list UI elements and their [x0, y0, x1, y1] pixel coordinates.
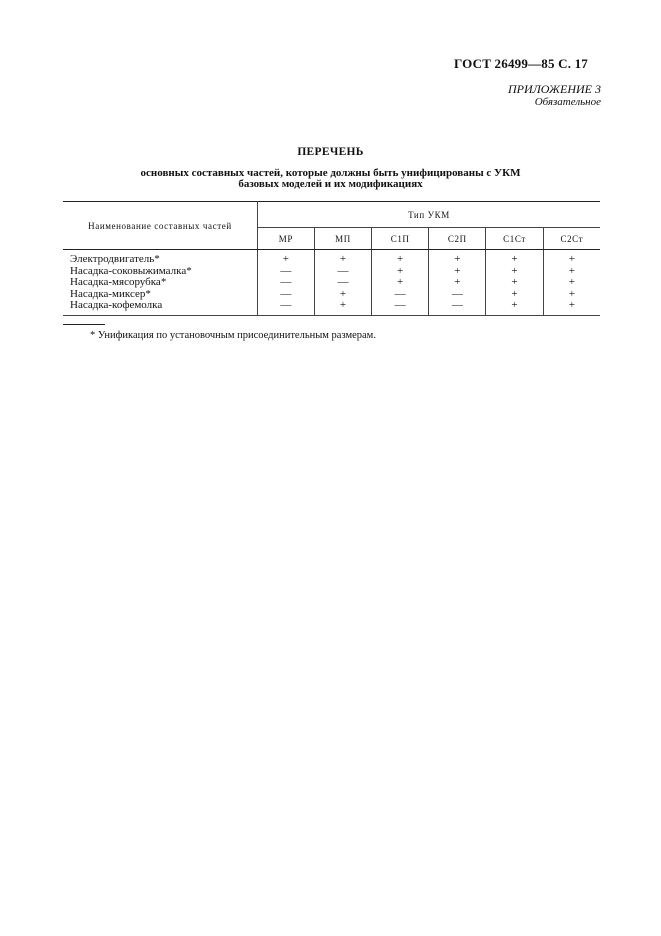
- component-name: Электродвигатель*: [63, 250, 257, 266]
- compat-mark: —: [314, 266, 371, 278]
- compat-mark: +: [314, 250, 371, 266]
- compat-mark: —: [429, 289, 486, 301]
- appendix-block: [508, 83, 601, 109]
- compat-mark: +: [486, 250, 543, 266]
- column-header: МП: [314, 228, 371, 250]
- footnote: * Унификация по установочным присоединительным размерам.: [90, 330, 376, 341]
- component-name: Насадка-мясорубка*: [63, 277, 257, 289]
- compat-mark: +: [486, 266, 543, 278]
- compat-mark: +: [486, 277, 543, 289]
- table-row: [63, 300, 600, 315]
- compat-mark: +: [568, 276, 575, 288]
- column-header: МР: [257, 228, 314, 250]
- component-name: Насадка-кофемолка: [63, 300, 257, 315]
- appendix-status: Обязательное: [534, 96, 601, 108]
- table-head: [63, 202, 600, 250]
- subtitle-line-2: базовых моделей и их модификациях: [238, 178, 423, 190]
- compat-mark: +: [314, 289, 371, 301]
- document-subtitle: [0, 168, 661, 190]
- document-title: ПЕРЕЧЕНЬ: [297, 146, 364, 158]
- table-row: [63, 250, 600, 266]
- compat-mark: +: [429, 250, 486, 266]
- ukm-type-header: Тип УКМ: [257, 202, 600, 228]
- compat-mark: +: [486, 300, 543, 315]
- compat-mark: +: [429, 266, 486, 278]
- components-table: [63, 201, 600, 316]
- compat-mark: —: [257, 277, 314, 289]
- compat-mark: +: [372, 277, 429, 289]
- component-name: Насадка-миксер*: [63, 289, 257, 301]
- table-body: [63, 250, 600, 316]
- compat-mark: +: [372, 266, 429, 278]
- compat-mark: —: [257, 289, 314, 301]
- compat-mark: +: [314, 300, 371, 315]
- column-header: С2Ст: [543, 228, 600, 250]
- column-header: С1П: [372, 228, 429, 250]
- subtitle-line-1: основных составных частей, которые должны быть унифицированы с УКМ: [140, 167, 521, 179]
- compat-mark: —: [257, 266, 314, 278]
- compat-mark: —: [372, 289, 429, 301]
- compat-mark: —: [257, 300, 314, 315]
- compat-mark: +: [429, 277, 486, 289]
- footnote-divider: [63, 324, 105, 325]
- column-header: С2П: [429, 228, 486, 250]
- table-row: [63, 277, 600, 289]
- components-table-wrap: [63, 201, 600, 316]
- compat-mark: +: [543, 300, 600, 315]
- compat-mark: —: [314, 277, 371, 289]
- column-header: С1Ст: [486, 228, 543, 250]
- compat-mark: +: [486, 289, 543, 301]
- compat-mark: +: [568, 287, 575, 300]
- page-header: ГОСТ 26499—85 С. 17: [454, 56, 588, 71]
- name-column-header: Наименование составных частей: [63, 202, 257, 250]
- compat-mark: +: [372, 250, 429, 266]
- compat-mark: +: [257, 250, 314, 266]
- component-name: Насадка-соковыжималка*: [63, 266, 257, 278]
- compat-mark: —: [429, 300, 486, 315]
- compat-mark: +: [568, 253, 575, 265]
- compat-mark: +: [568, 264, 575, 277]
- appendix-title: ПРИЛОЖЕНИЕ 3: [508, 82, 601, 96]
- compat-mark: —: [372, 300, 429, 315]
